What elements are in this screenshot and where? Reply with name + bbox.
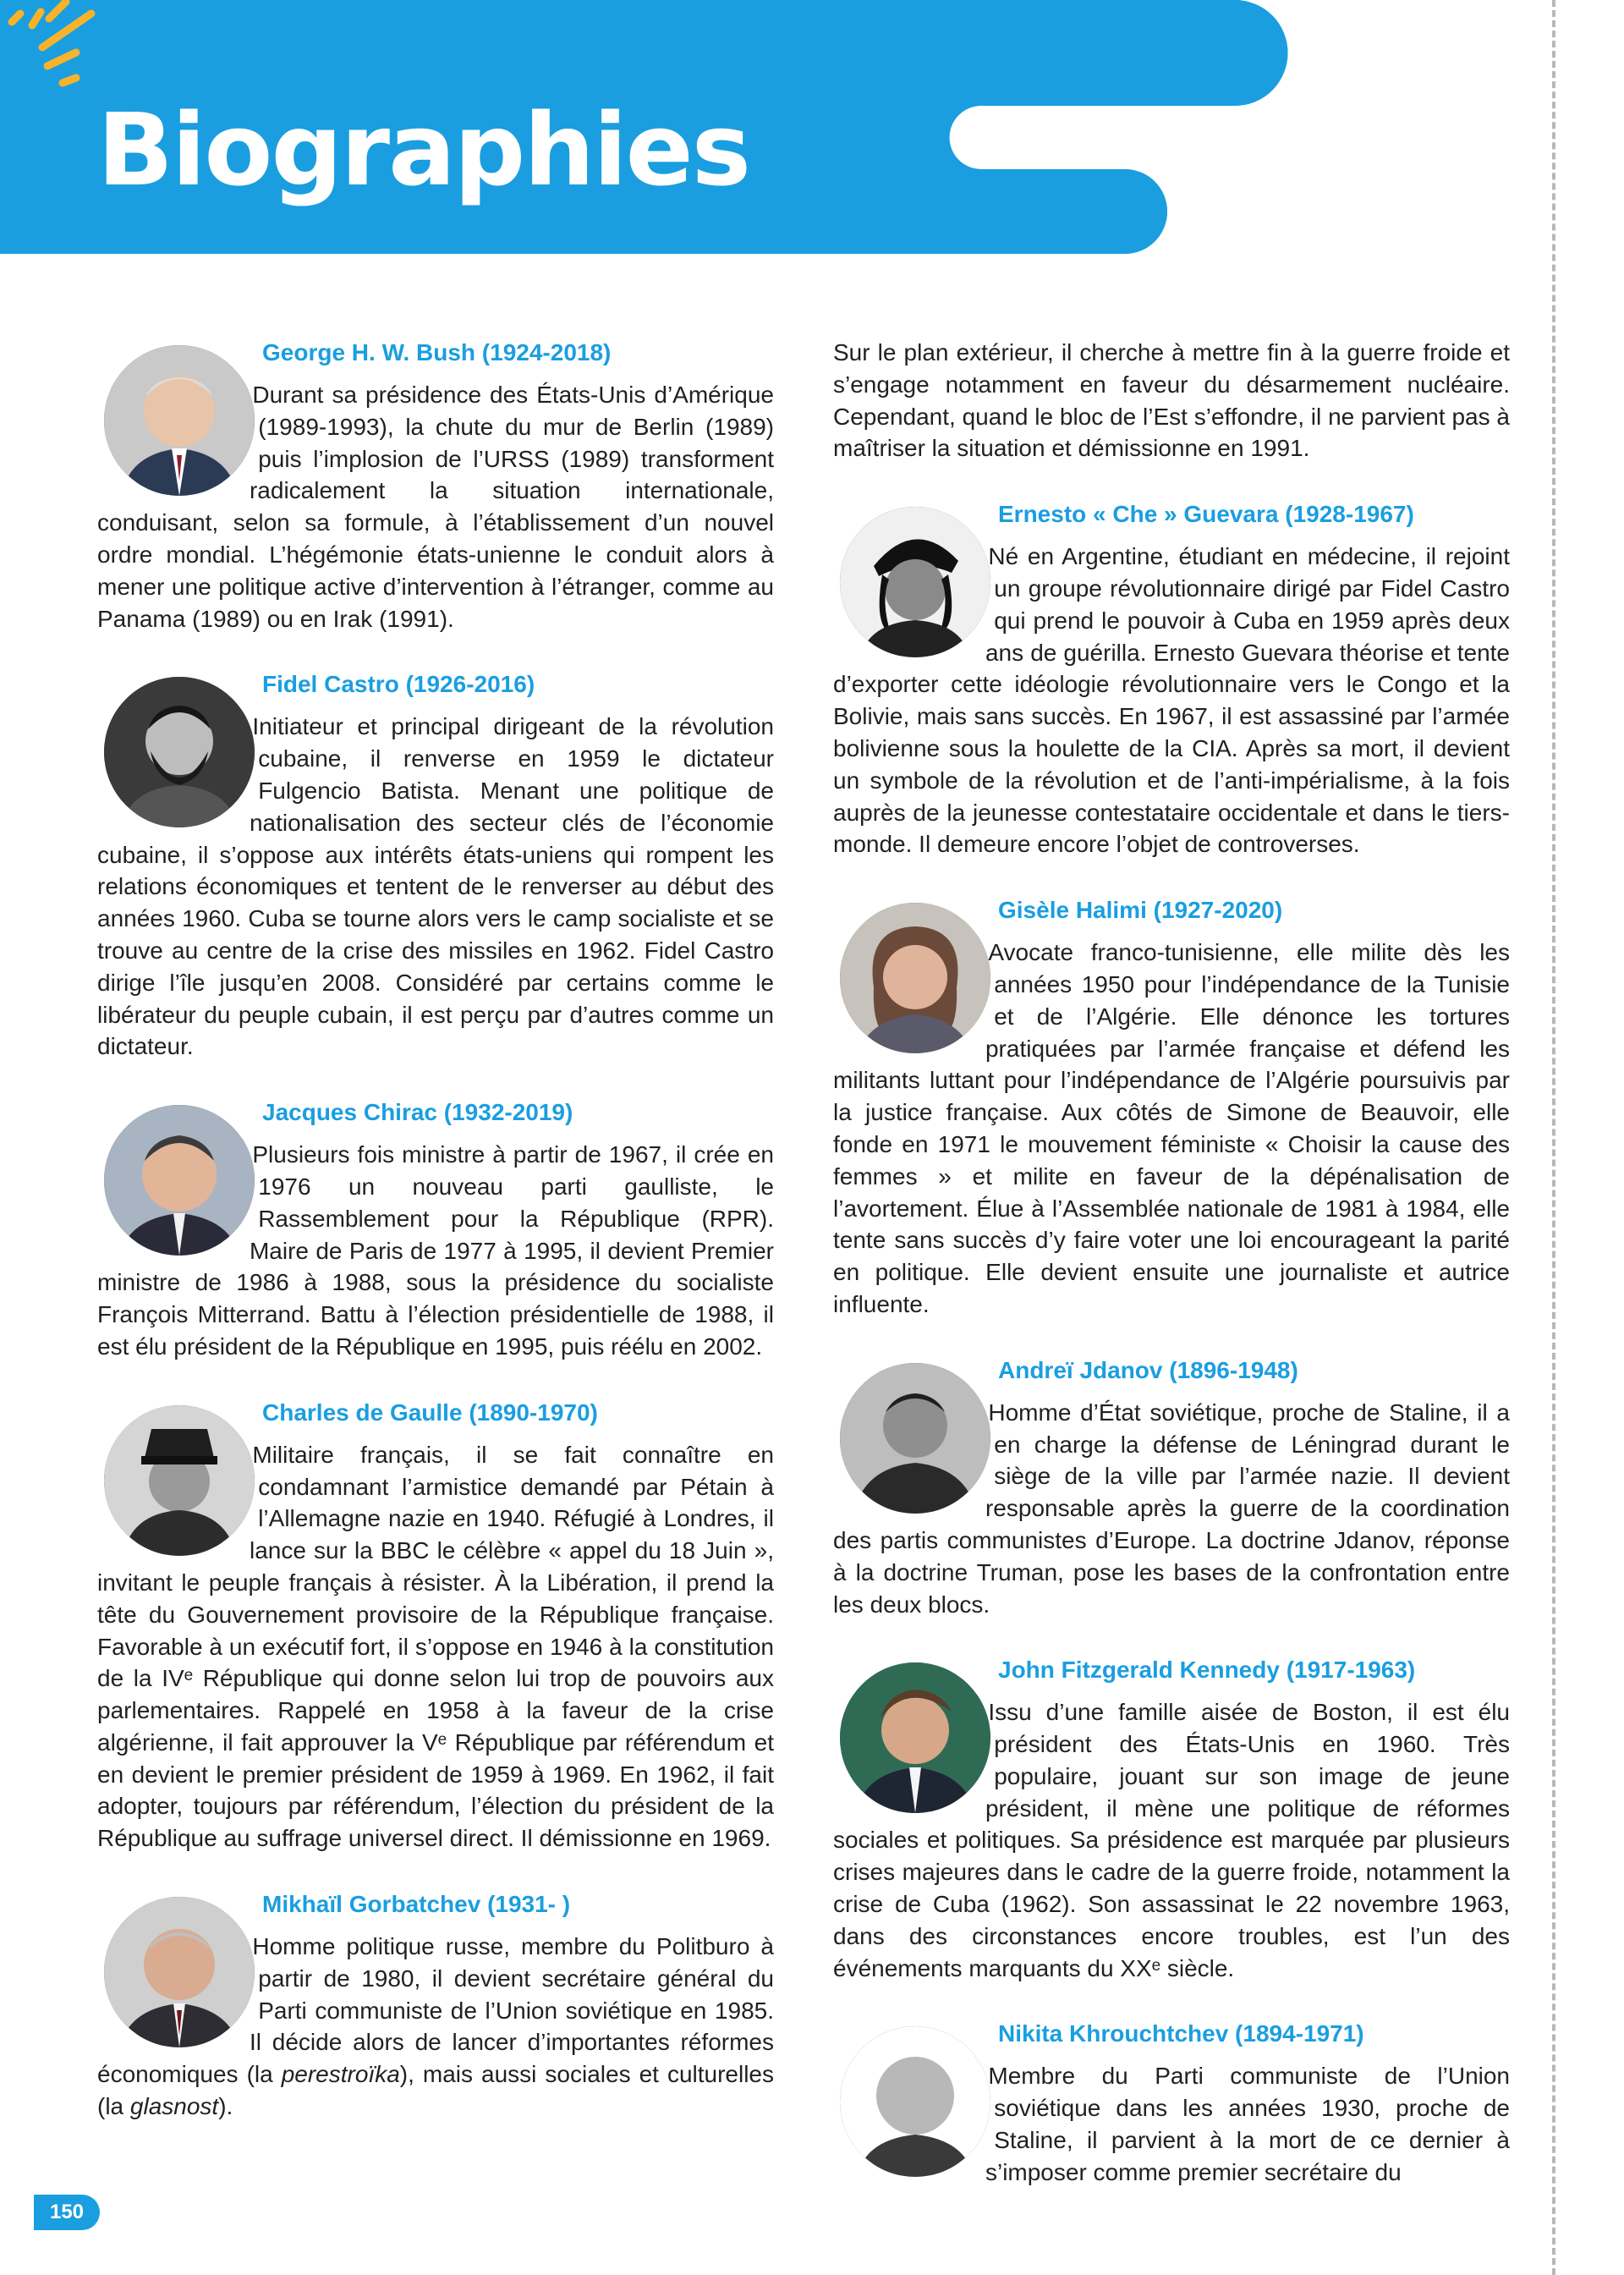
bio-kennedy (833, 1654, 1510, 1984)
bio-guevara (833, 498, 1510, 860)
bio-name: Ernesto « Che » Guevara (1928-1967) (998, 501, 1414, 528)
spark-decoration-icon (0, 0, 102, 93)
portrait-khrouchtchev (840, 2026, 990, 2177)
bio-text: Plusieurs fois ministre à partir de 1967, il crée en 1976 un nouveau parti gaulliste, le Rassemblement pour la République (RPR). Maire de Paris de 1977 à 1995, il devient Premier ministre de 1986 à 1988, sous la présidence du socialiste François Mitterrand. Battu à l’élection présidentielle de 1988, il est élu président de la République en 1995, puis réélu en 2002. (97, 1141, 774, 1360)
portrait-kennedy (840, 1662, 990, 1813)
portrait-chirac (104, 1105, 255, 1256)
italic-term: glasnost (129, 2093, 219, 2120)
continuation-text: Sur le plan extérieur, il cherche à mettre fin à la guerre froide et s’engage notamment en faveur du désarmement nucléaire. Cependant, quand le bloc de l’Est s’effondre, il ne parvient pas à maîtriser la situation et démissionne en 1991. (833, 339, 1510, 462)
portrait-gorbatchev (104, 1897, 255, 2047)
header-banner (0, 0, 1624, 254)
italic-term: perestroïka (281, 2061, 400, 2088)
bio-name: Nikita Khrouchtchev (1894-1971) (998, 2020, 1364, 2047)
left-column (97, 337, 774, 2157)
page-number: 150 (34, 2195, 100, 2230)
bio-text: Homme d’État soviétique, proche de Staline, il a en charge la défense de Léningrad durant le siège de la ville par l’armée nazie. Il devient responsable après la guerre de la coordination des partis communistes d’Europe. La doctrine Jdanov, réponse à la doctrine Truman, pose les bases de la confrontation entre les deux blocs. (833, 1399, 1510, 1618)
bio-name: Fidel Castro (1926-2016) (262, 671, 535, 698)
bio-text: Avocate franco-tunisienne, elle milite dès les années 1950 pour l’indépendance de la Tunisie et de l’Algérie. Elle dénonce les tortures pratiquées par l’armée française et défend les militants luttant pour l’indépendance de l’Algérie poursuivis par la justice française. Aux côtés de Simone de Beauvoir, elle fonde en 1971 le mouvement féministe « Choisir la cause des femmes » et milite en faveur de la dépénalisation de l’avortement. Élue à l’Assemblée nationale de 1981 à 1984, elle tente sans succès d’y faire voter une loi encourageant la parité en politique. Elle devient ensuite une journaliste et autrice influente. (833, 939, 1510, 1317)
bio-name: Mikhaïl Gorbatchev (1931- ) (262, 1891, 571, 1918)
bio-text: Initiateur et principal dirigeant de la révolution cubaine, il renverse en 1959 le dictateur Fulgencio Batista. Menant une politique de nationalisation des secteur clés de l’économie cubaine, il s’oppose aux intérêts états-uniens qui rompent les relations économiques et tentent de le renverser au début des années 1960. Cuba se tourne alors vers le camp socialiste et se trouve au centre de la crise des missiles en 1962. Fidel Castro dirige l’île jusqu’en 2008. Considéré par certains comme le libérateur du peuple cubain, il est perçu par d’autres comme un dictateur. (97, 713, 774, 1060)
bio-text: Durant sa présidence des États-Unis d’Amérique (1989-1993), la chute du mur de Berlin (1989) puis l’implosion de l’URSS (1989) transforment radicalement la situation internationale, conduisant, selon sa formule, à l’établissement d’un nouvel ordre mondial. L’hégémonie états-unienne le conduit alors à mener une politique active d’intervention à l’étranger, comme au Panama (1989) ou en Irak (1991). (97, 382, 774, 632)
portrait-bush (104, 345, 255, 496)
bio-de-gaulle (97, 1397, 774, 1855)
bio-continuation (833, 337, 1510, 464)
bio-text: Militaire français, il se fait connaître en condamnant l’armistice demandé par Pétain à l’Allemagne nazie en 1940. Réfugié à Londres, il lance sur la BBC le célèbre « appel du 18 Juin », invitant le peuple français à résister. À la Libération, il prend la tête du Gouvernement provisoire de la République française. Favorable à un exécutif fort, il s’oppose en 1946 à la constitution de la IVᵉ République qui donne selon lui trop de pouvoirs aux parlementaires. Rappelé en 1958 à la faveur de la crise algérienne, il fait approuver la Vᵉ République par référendum et en devient le premier président de 1959 à 1969. En 1962, il fait adopter, toujours par référendum, l’élection du président de la République au suffrage universel direct. Il démissionne en 1969. (97, 1441, 774, 1852)
bio-text: Né en Argentine, étudiant en médecine, il rejoint un groupe révolutionnaire dirigé par Fidel Castro qui prend le pouvoir à Cuba en 1959 après deux ans de guérilla. Ernesto Guevara théorise et tente d’exporter cette idéologie révolutionnaire vers le Congo et la Bolivie, mais sans succès. En 1967, il est assassiné par l’armée bolivienne sous la houlette de la CIA. Après sa mort, il devient un symbole de la révolution et de l’anti-impérialisme, à la fois auprès de la jeunesse contestataire occidentale et dans le tiers-monde. Il demeure encore l’objet de controverses. (833, 543, 1510, 858)
bio-name: Charles de Gaulle (1890-1970) (262, 1399, 598, 1426)
bio-name: Gisèle Halimi (1927-2020) (998, 897, 1283, 924)
bio-name: John Fitzgerald Kennedy (1917-1963) (998, 1657, 1416, 1684)
bio-text: Homme politique russe, membre du Politburo à partir de 1980, il devient secrétaire général du Parti communiste de l’Union soviétique en 1985. Il décide alors de lancer d’importantes réformes économiques (la perestroïka), mais aussi sociales et culturelles (la glasnost). (97, 1933, 774, 2120)
bio-name: Jacques Chirac (1932-2019) (262, 1099, 573, 1126)
bio-chirac (97, 1096, 774, 1363)
bio-halimi (833, 894, 1510, 1321)
bio-name: Andreï Jdanov (1896-1948) (998, 1356, 1298, 1383)
portrait-castro (104, 677, 255, 827)
bio-bush (97, 337, 774, 635)
portrait-guevara (840, 507, 990, 657)
bio-khrouchtchev (833, 2018, 1510, 2188)
page-title: Biographies (97, 91, 749, 208)
bio-jdanov (833, 1355, 1510, 1621)
bio-gorbatchev (97, 1888, 774, 2123)
bio-text: Issu d’une famille aisée de Boston, il est élu président des États-Unis en 1960. Très populaire, jouant sur son image de jeune président, il mène une politique de réformes sociales et politiques. Sa présidence est marquée par plusieurs crises majeures dans le cadre de la guerre froide, notamment la crise de Cuba (1962). Son assassinat le 22 novembre 1963, dans des circonstances encore troubles, est l’un des événements marquants du XXᵉ siècle. (833, 1699, 1510, 1981)
bio-name: George H. W. Bush (1924-2018) (262, 339, 612, 365)
right-column (833, 337, 1510, 2223)
bio-text: Membre du Parti communiste de l’Union soviétique dans les années 1930, proche de Staline, il parvient à la mort de ce dernier à s’imposer comme premier secrétaire du (985, 2063, 1510, 2185)
portrait-halimi (840, 903, 990, 1053)
portrait-de-gaulle (104, 1405, 255, 1556)
bio-castro (97, 668, 774, 1063)
page-edge-dashed-line (1552, 0, 1555, 2275)
portrait-jdanov (840, 1363, 990, 1514)
